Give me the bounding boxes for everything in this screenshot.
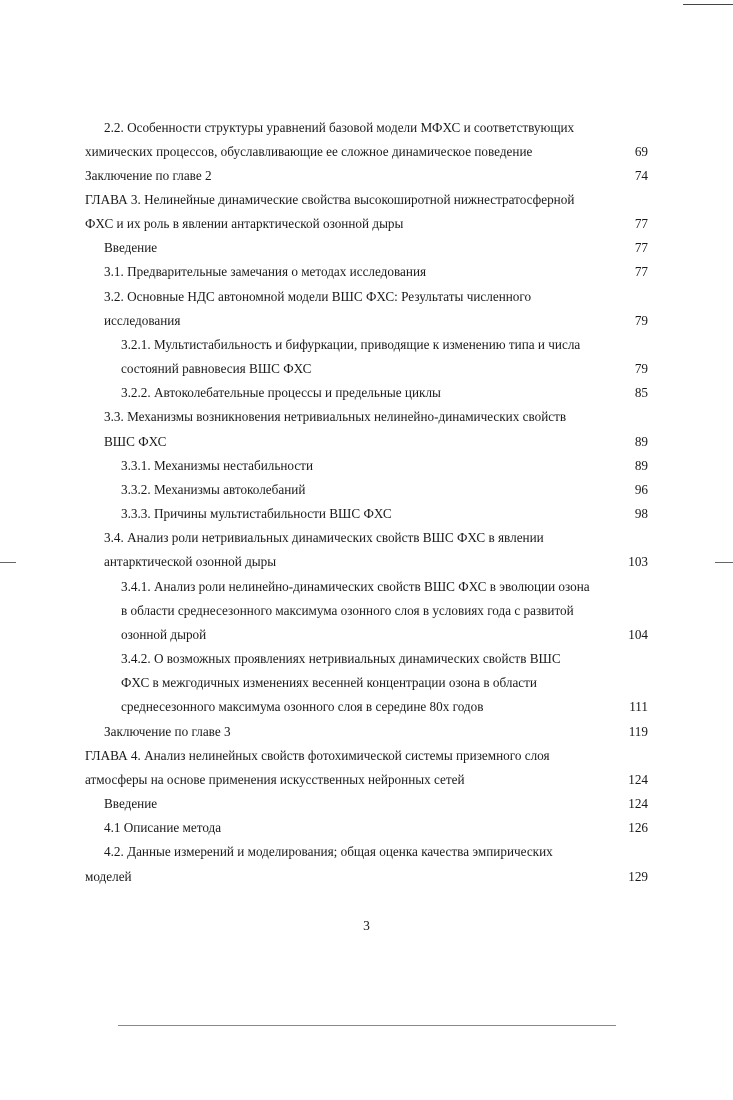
toc-line: состояний равновесия ВШС ФХС [121, 361, 312, 376]
toc-line: 3.4.2. О возможных проявлениях нетривиальных динамических свойств ВШС [121, 651, 561, 666]
toc-line: ГЛАВА 4. Анализ нелинейных свойств фотохимической системы приземного слоя [85, 748, 550, 763]
toc-line: 3.2.1. Мультистабильность и бифуркации, приводящие к изменению типа и числа [121, 337, 581, 352]
toc-line: моделей [85, 869, 132, 884]
toc-page-number: 111 [629, 699, 648, 714]
toc-line: Введение [104, 796, 158, 811]
toc-line: Введение [104, 240, 158, 255]
page-number: 3 [363, 918, 370, 933]
toc-line: 3.4.1. Анализ роли нелинейно-динамических свойств ВШС ФХС в эволюции озона [121, 579, 590, 594]
toc-line: химических процессов, обуславливающие ее сложное динамическое поведение [85, 144, 533, 159]
toc-line: в области среднесезонного максимума озонного слоя в условиях года с развитой [121, 603, 574, 618]
toc-page-number: 119 [628, 724, 648, 739]
toc-line: среднесезонного максимума озонного слоя в середине 80х годов [121, 699, 484, 714]
scan-left-edge-mark [0, 562, 16, 563]
toc-line: 3.3.3. Причины мультистабильности ВШС ФХС [121, 506, 392, 521]
toc-line: Заключение по главе 3 [104, 724, 231, 739]
toc-line: антарктической озонной дыры [104, 554, 277, 569]
scan-right-edge-mark [715, 562, 733, 563]
toc-page-number: 79 [634, 313, 648, 328]
toc-page-number: 77 [634, 240, 648, 255]
toc-page-number: 77 [634, 264, 648, 279]
toc-line: 3.4. Анализ роли нетривиальных динамических свойств ВШС ФХС в явлении [104, 530, 544, 545]
toc-line: 2.2. Особенности структуры уравнений базовой модели МФХС и соответствующих [104, 120, 575, 135]
scan-corner-mark [683, 4, 733, 5]
toc-line: 4.2. Данные измерений и моделирования; общая оценка качества эмпирических [104, 844, 553, 859]
toc-page-number: 89 [634, 458, 648, 473]
toc-line: 3.3.1. Механизмы нестабильности [121, 458, 313, 473]
toc-line: Заключение по главе 2 [85, 168, 212, 183]
toc-page-number: 74 [634, 168, 648, 183]
toc-page-number: 98 [634, 506, 648, 521]
toc-page-number: 77 [634, 216, 648, 231]
toc-page-number: 126 [628, 820, 648, 835]
toc-line: ГЛАВА 3. Нелинейные динамические свойства высокоширотной нижнестратосферной [85, 192, 575, 207]
toc-line: озонной дырой [121, 627, 207, 642]
toc-line: 3.1. Предварительные замечания о методах исследования [104, 264, 427, 279]
toc-page-number: 104 [628, 627, 648, 642]
toc-page-number: 89 [634, 434, 648, 449]
toc-line: 3.3. Механизмы возникновения нетривиальных нелинейно-динамических свойств [104, 409, 567, 424]
toc-page-number: 79 [634, 361, 648, 376]
scan-bottom-rule [118, 1025, 616, 1026]
toc-line: атмосферы на основе применения искусственных нейронных сетей [85, 772, 465, 787]
toc-line: ФХС и их роль в явлении антарктической озонной дыры [85, 216, 404, 231]
toc-line: 4.1 Описание метода [104, 820, 222, 835]
toc-line: исследования [104, 313, 181, 328]
toc-page-number: 69 [634, 144, 648, 159]
toc-line: 3.3.2. Механизмы автоколебаний [121, 482, 306, 497]
toc-line: ВШС ФХС [104, 434, 167, 449]
toc-page-number: 124 [628, 796, 648, 811]
toc-page-number: 124 [628, 772, 648, 787]
toc-line: 3.2. Основные НДС автономной модели ВШС ФХС: Результаты численного [104, 289, 532, 304]
toc-page-number: 103 [628, 554, 648, 569]
toc-page-number: 96 [634, 482, 648, 497]
toc-line: ФХС в межгодичных изменениях весенней концентрации озона в области [121, 675, 537, 690]
toc-line: 3.2.2. Автоколебательные процессы и предельные циклы [121, 385, 441, 400]
toc-page-number: 85 [634, 385, 648, 400]
toc-page-number: 129 [628, 869, 648, 884]
